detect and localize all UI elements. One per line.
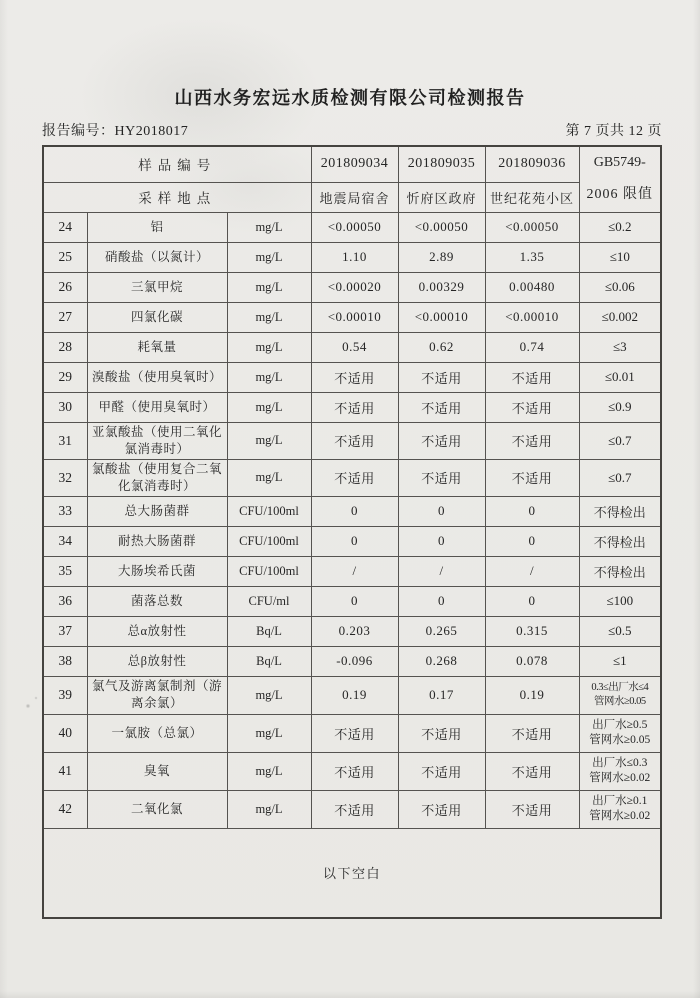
unit-cell: CFU/100ml (227, 526, 311, 556)
value-cell: 2.89 (398, 242, 485, 272)
table-row (43, 790, 661, 828)
row-number-cell: 41 (43, 752, 87, 790)
sample-id-cell: 201809035 (398, 146, 485, 182)
value-cell: 0.268 (398, 646, 485, 676)
value-cell: 0 (311, 526, 398, 556)
unit-cell: mg/L (227, 392, 311, 422)
row-number-cell: 35 (43, 556, 87, 586)
value-cell: <0.00050 (398, 212, 485, 242)
row-number-cell: 29 (43, 362, 87, 392)
unit-cell: mg/L (227, 362, 311, 392)
location-cell: 世纪花苑小区 (485, 182, 579, 212)
row-number-cell: 39 (43, 676, 87, 714)
value-cell: 1.35 (485, 242, 579, 272)
limit-line1: 出厂水≥0.5 (592, 719, 648, 732)
value-cell: 0.19 (311, 676, 398, 714)
param-name-cell: 臭氧 (87, 752, 227, 790)
limit-cell (579, 752, 661, 790)
table-row (43, 212, 661, 242)
limit-cell: ≤0.7 (579, 422, 661, 459)
report-meta-line (42, 120, 662, 140)
limit-cell: ≤0.9 (579, 392, 661, 422)
param-name-cell: 甲醛（使用臭氧时） (87, 392, 227, 422)
limit-cell (579, 676, 661, 714)
value-cell: 0.265 (398, 616, 485, 646)
unit-cell: CFU/100ml (227, 556, 311, 586)
unit-cell: mg/L (227, 422, 311, 459)
table-row (43, 526, 661, 556)
value-cell: <0.00050 (485, 212, 579, 242)
value-cell: 不适用 (311, 392, 398, 422)
limit-cell: ≤0.002 (579, 302, 661, 332)
row-number-cell: 27 (43, 302, 87, 332)
limit-line1: 0.3≤出厂水≤4 (591, 682, 649, 694)
table-row (43, 714, 661, 752)
limit-cell: ≤0.06 (579, 272, 661, 302)
table-row-blank (43, 828, 661, 918)
value-cell: <0.00010 (311, 302, 398, 332)
row-number-cell: 25 (43, 242, 87, 272)
param-name-cell: 总大肠菌群 (87, 496, 227, 526)
table-row (43, 676, 661, 714)
row-number-cell: 42 (43, 790, 87, 828)
value-cell: 0 (398, 586, 485, 616)
row-number-cell: 33 (43, 496, 87, 526)
value-cell: 0 (311, 586, 398, 616)
results-table (42, 145, 662, 919)
value-cell: 0 (485, 586, 579, 616)
sample-id-header-label: 样品编号 (43, 146, 311, 182)
table-row (43, 459, 661, 496)
value-cell: 不适用 (398, 459, 485, 496)
value-cell: 0.00480 (485, 272, 579, 302)
value-cell: 不适用 (398, 392, 485, 422)
value-cell: 不适用 (485, 714, 579, 752)
value-cell: 0 (311, 496, 398, 526)
table-row (43, 332, 661, 362)
param-name-cell: 三氯甲烷 (87, 272, 227, 302)
report-number-label: 报告编号： (42, 124, 115, 139)
limit-cell (579, 790, 661, 828)
limit-line1: 出厂水≥0.1 (592, 795, 648, 808)
limit-cell: 不得检出 (579, 496, 661, 526)
value-cell: 不适用 (485, 362, 579, 392)
value-cell: 0.078 (485, 646, 579, 676)
param-name-cell: 大肠埃希氏菌 (87, 556, 227, 586)
unit-cell: mg/L (227, 459, 311, 496)
limit-cell: 不得检出 (579, 556, 661, 586)
value-cell: 0.17 (398, 676, 485, 714)
unit-cell: mg/L (227, 212, 311, 242)
unit-cell: mg/L (227, 714, 311, 752)
value-cell: 0.62 (398, 332, 485, 362)
value-cell: 0.54 (311, 332, 398, 362)
header-row-sample-id (43, 146, 661, 182)
param-name-cell: 氯气及游离氯制剂（游离余氯） (87, 676, 227, 714)
report-title: 山西水务宏远水质检测有限公司检测报告 (174, 88, 526, 108)
table-row (43, 646, 661, 676)
param-name-cell: 总α放射性 (87, 616, 227, 646)
row-number-cell: 31 (43, 422, 87, 459)
unit-cell: Bq/L (227, 646, 311, 676)
limit-cell: 不得检出 (579, 526, 661, 556)
value-cell: 不适用 (398, 362, 485, 392)
limit-cell: ≤100 (579, 586, 661, 616)
limit-cell: ≤1 (579, 646, 661, 676)
sample-id-cell: 201809036 (485, 146, 579, 182)
unit-cell: CFU/ml (227, 586, 311, 616)
table-row (43, 302, 661, 332)
value-cell: 0 (398, 496, 485, 526)
value-cell: 不适用 (485, 422, 579, 459)
limit-cell (579, 714, 661, 752)
value-cell: -0.096 (311, 646, 398, 676)
value-cell: 不适用 (311, 714, 398, 752)
param-name-cell: 硝酸盐（以氮计） (87, 242, 227, 272)
value-cell: 不适用 (311, 459, 398, 496)
table-row (43, 616, 661, 646)
param-name-cell: 溴酸盐（使用臭氧时） (87, 362, 227, 392)
limit-line2: 管网水≥0.02 (589, 810, 651, 822)
value-cell: 不适用 (485, 752, 579, 790)
limit-cell: ≤10 (579, 242, 661, 272)
limit-cell: ≤0.5 (579, 616, 661, 646)
param-name-cell: 二氧化氯 (87, 790, 227, 828)
value-cell: 不适用 (398, 714, 485, 752)
param-name-cell: 一氯胺（总氯） (87, 714, 227, 752)
table-row (43, 586, 661, 616)
unit-cell: mg/L (227, 272, 311, 302)
value-cell: 不适用 (398, 752, 485, 790)
table-row (43, 496, 661, 526)
row-number-cell: 36 (43, 586, 87, 616)
param-name-cell: 菌落总数 (87, 586, 227, 616)
header-row-location (43, 182, 661, 212)
param-name-cell: 耗氧量 (87, 332, 227, 362)
limit-standard-line2: 2006 限值 (586, 187, 654, 203)
row-number-cell: 34 (43, 526, 87, 556)
limit-standard-header (579, 146, 661, 212)
row-number-cell: 24 (43, 212, 87, 242)
unit-cell: mg/L (227, 676, 311, 714)
unit-cell: mg/L (227, 332, 311, 362)
unit-cell: mg/L (227, 302, 311, 332)
value-cell: / (485, 556, 579, 586)
row-number-cell: 40 (43, 714, 87, 752)
limit-line2: 管网水≥0.02 (589, 772, 651, 784)
value-cell: 0.315 (485, 616, 579, 646)
unit-cell: Bq/L (227, 616, 311, 646)
unit-cell: mg/L (227, 752, 311, 790)
table-row (43, 362, 661, 392)
row-number-cell: 38 (43, 646, 87, 676)
location-cell: 地震局宿舍 (311, 182, 398, 212)
value-cell: 不适用 (485, 790, 579, 828)
param-name-cell: 氯酸盐（使用复合二氧化氯消毒时） (87, 459, 227, 496)
value-cell: / (311, 556, 398, 586)
report-number (42, 120, 188, 140)
param-name-cell: 亚氯酸盐（使用二氧化氯消毒时） (87, 422, 227, 459)
sample-id-cell: 201809034 (311, 146, 398, 182)
row-number-cell: 28 (43, 332, 87, 362)
value-cell: 0.00329 (398, 272, 485, 302)
limit-line1: 出厂水≤0.3 (592, 757, 648, 770)
limit-cell: ≤0.2 (579, 212, 661, 242)
unit-cell: mg/L (227, 790, 311, 828)
param-name-cell: 总β放射性 (87, 646, 227, 676)
table-row (43, 556, 661, 586)
value-cell: / (398, 556, 485, 586)
limit-line2: 管网水≥0.05 (593, 696, 646, 707)
limit-standard-line1: GB5749- (593, 155, 646, 171)
location-cell: 忻府区政府 (398, 182, 485, 212)
unit-cell: CFU/100ml (227, 496, 311, 526)
value-cell: 0 (485, 526, 579, 556)
param-name-cell: 耐热大肠菌群 (87, 526, 227, 556)
value-cell: <0.00010 (485, 302, 579, 332)
table-row (43, 752, 661, 790)
table-row (43, 422, 661, 459)
row-number-cell: 26 (43, 272, 87, 302)
report-number-value: HY2018017 (114, 124, 189, 139)
value-cell: 不适用 (311, 362, 398, 392)
limit-cell: ≤0.01 (579, 362, 661, 392)
page-indicator: 第 7 页共 12 页 (565, 124, 662, 139)
value-cell: 不适用 (398, 790, 485, 828)
value-cell: 不适用 (485, 392, 579, 422)
value-cell: 0 (398, 526, 485, 556)
row-number-cell: 32 (43, 459, 87, 496)
value-cell: <0.00050 (311, 212, 398, 242)
value-cell: 0.19 (485, 676, 579, 714)
table-row (43, 242, 661, 272)
row-number-cell: 37 (43, 616, 87, 646)
value-cell: 不适用 (485, 459, 579, 496)
limit-line2: 管网水≥0.05 (589, 734, 651, 746)
value-cell: <0.00010 (398, 302, 485, 332)
value-cell: 1.10 (311, 242, 398, 272)
table-row (43, 272, 661, 302)
value-cell: 0.203 (311, 616, 398, 646)
value-cell: 不适用 (311, 422, 398, 459)
blank-below-note: 以下空白 (43, 828, 661, 918)
value-cell: 0 (485, 496, 579, 526)
value-cell: 不适用 (398, 422, 485, 459)
param-name-cell: 铝 (87, 212, 227, 242)
row-number-cell: 30 (43, 392, 87, 422)
value-cell: 0.74 (485, 332, 579, 362)
table-row (43, 392, 661, 422)
value-cell: 不适用 (311, 752, 398, 790)
value-cell: 不适用 (311, 790, 398, 828)
unit-cell: mg/L (227, 242, 311, 272)
location-header-label: 采样地点 (43, 182, 311, 212)
limit-cell: ≤3 (579, 332, 661, 362)
value-cell: <0.00020 (311, 272, 398, 302)
limit-cell: ≤0.7 (579, 459, 661, 496)
param-name-cell: 四氯化碳 (87, 302, 227, 332)
